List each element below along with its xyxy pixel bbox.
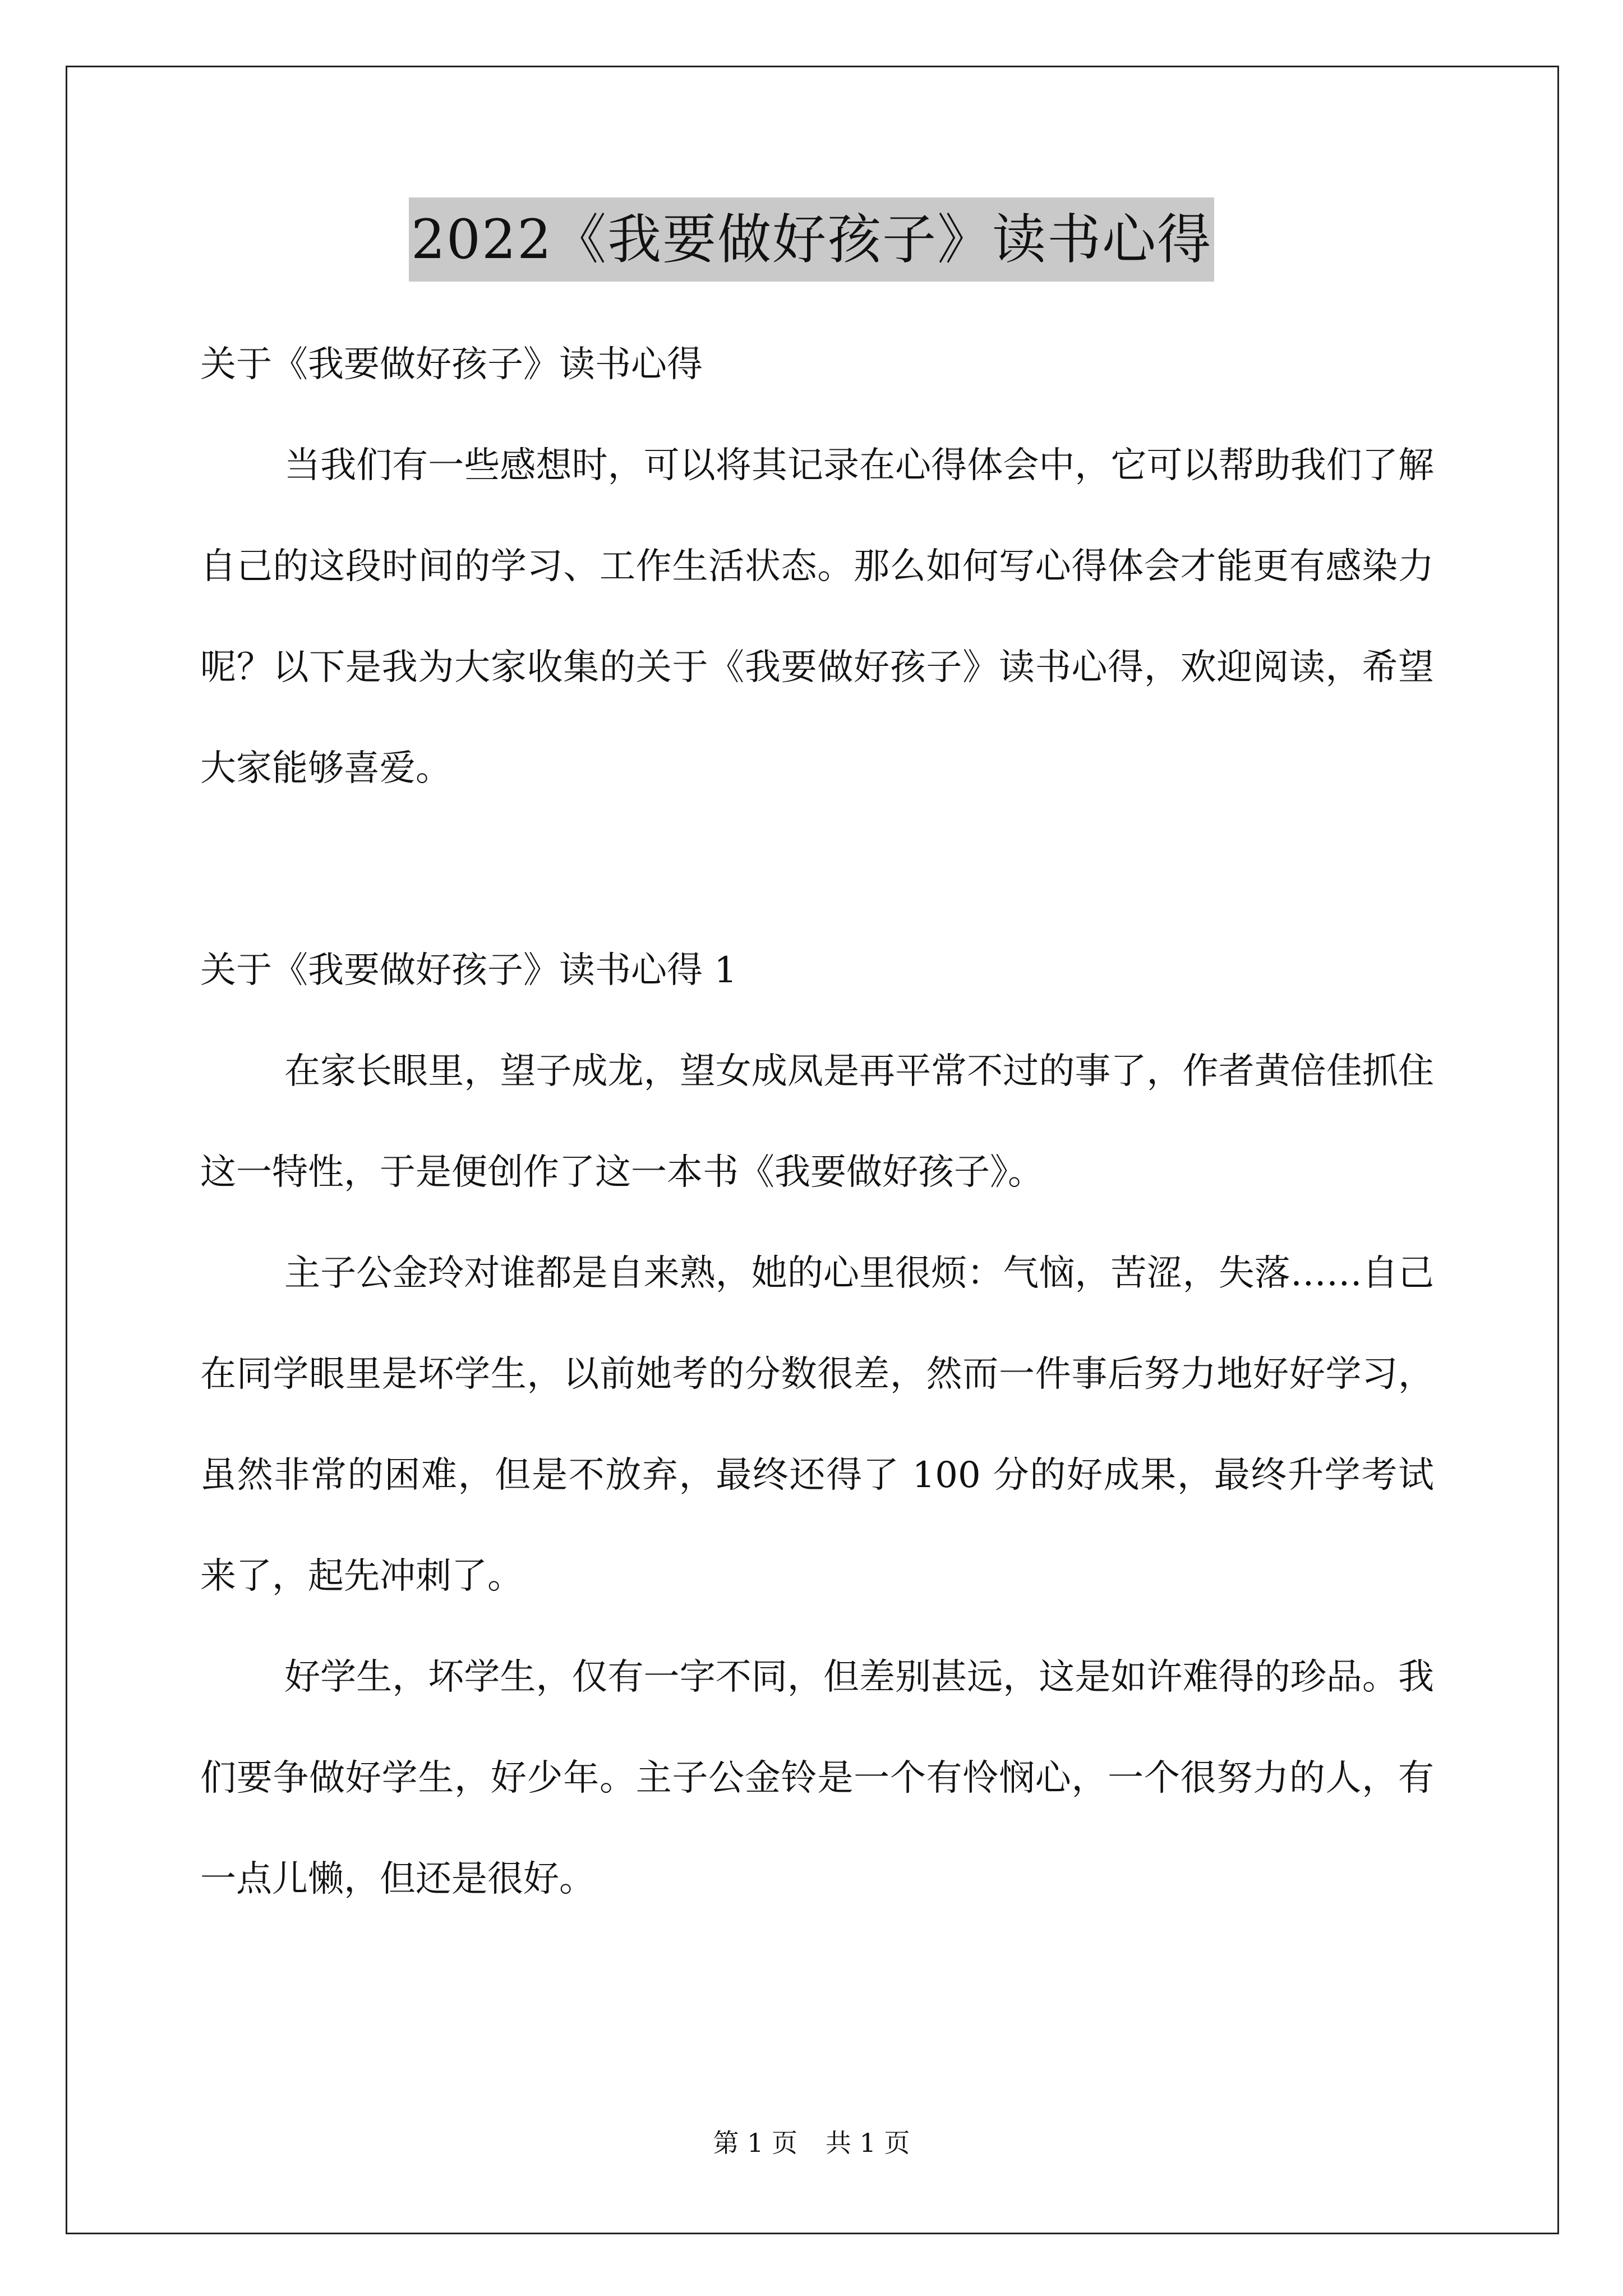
section1-paragraph-1: 在家长眼里，望子成龙，望女成凤是再平常不过的事了，作者黄倍佳抓住这一特性，于是便创作了这一本书《我要做好孩子》。	[200, 1051, 1434, 1193]
page-number: 第 1 页	[713, 2128, 797, 2158]
title-block	[0, 197, 1623, 282]
section1-heading: 关于《我要做好孩子》读书心得 1	[200, 950, 737, 991]
section1-paragraph-2: 主子公金玲对谁都是自来熟，她的心里很烦：气恼，苦涩，失落……自己在同学眼里是坏学生，以前她考的分数很差，然而一件事后努力地好好学习，虽然非常的困难，但是不放弃，最终还得了 100 分的好成果，最终升学考试来了，起先冲刺了。	[200, 1253, 1434, 1597]
intro-heading: 关于《我要做好孩子》读书心得	[200, 344, 703, 385]
page-total: 共 1 页	[826, 2128, 910, 2158]
page-footer	[0, 2126, 1623, 2160]
document-body	[200, 314, 1434, 1930]
document-title: 2022《我要做好孩子》读书心得	[409, 197, 1214, 282]
section-spacer	[200, 819, 1434, 920]
intro-paragraph: 当我们有一些感想时，可以将其记录在心得体会中，它可以帮助我们了解自己的这段时间的学习、工作生活状态。那么如何写心得体会才能更有感染力呢？以下是我为大家收集的关于《我要做好孩子》读书心得，欢迎阅读，希望大家能够喜爱。	[200, 445, 1434, 789]
section1-paragraph-3: 好学生，坏学生，仅有一字不同，但差别甚远，这是如许难得的珍品。我们要争做好学生，好少年。主子公金铃是一个有怜悯心，一个很努力的人，有一点儿懒，但还是很好。	[200, 1657, 1434, 1900]
